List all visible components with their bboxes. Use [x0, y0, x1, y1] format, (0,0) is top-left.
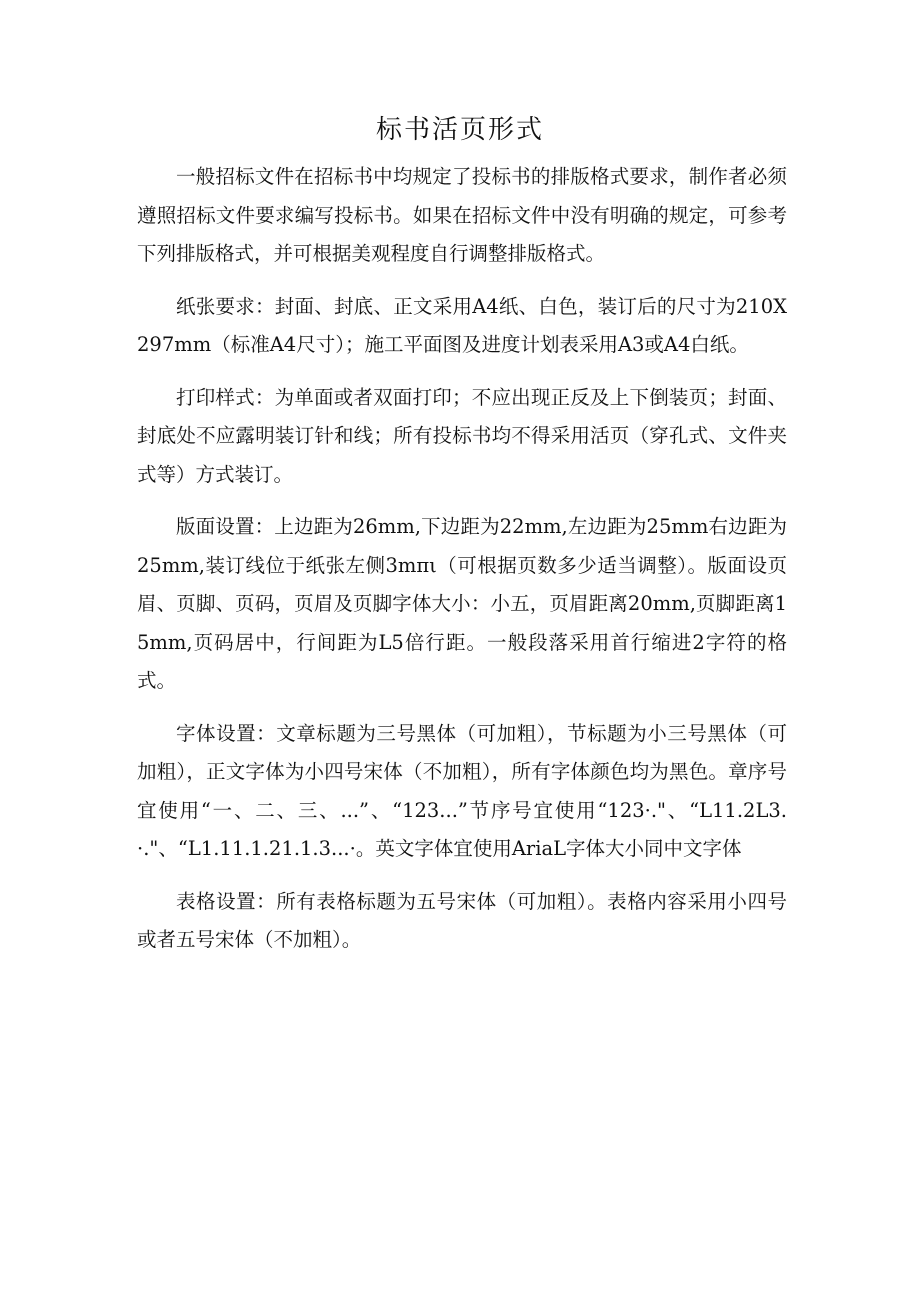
document-body [137, 158, 787, 974]
paragraph-layout-settings: 版面设置：上边距为26mm,下边距为22mm,左边距为25mm右边距为25mm,装订线位于纸张左侧3mπι（可根据页数多少适当调整）。版面设页眉、页脚、页码，页眉及页脚字体大小：小五，页眉距离20mm,页脚距离15mm,页码居中，行间距为L5倍行距。一般段落采用首行缩进2字符的格式。 [137, 515, 787, 692]
document-title: 标书活页形式 [375, 115, 544, 145]
paragraph-intro: 一般招标文件在招标书中均规定了投标书的排版格式要求，制作者必须遵照招标文件要求编写投标书。如果在招标文件中没有明确的规定，可参考下列排版格式，并可根据美观程度自行调整排版格式。 [137, 165, 787, 265]
paragraph-font-settings: 字体设置：文章标题为三号黑体（可加粗），节标题为小三号黑体（可加粗），正文字体为小四号宋体（不加粗），所有字体颜色均为黑色。章序号宜使用“一、二、三、...”、“123...”节序号宜使用“123·."、“L11.2L3.·."、“L1.11.1.21.1.3...·。英文字体宜使用AriaL字体大小同中文字体 [137, 721, 787, 860]
paragraph-print-style: 打印样式：为单面或者双面打印；不应出现正反及上下倒装页；封面、封底处不应露明装订针和线；所有投标书均不得采用活页（穿孔式、文件夹式等）方式装订。 [137, 385, 787, 486]
paragraph-paper-requirements: 纸张要求：封面、封底、正文采用A4纸、白色，装订后的尺寸为210X297mm（标准A4尺寸）；施工平面图及进度计划表采用A3或A4白纸。 [137, 294, 787, 356]
paragraph-table-settings: 表格设置：所有表格标题为五号宋体（可加粗）。表格内容采用小四号或者五号宋体（不加粗）。 [137, 889, 787, 951]
